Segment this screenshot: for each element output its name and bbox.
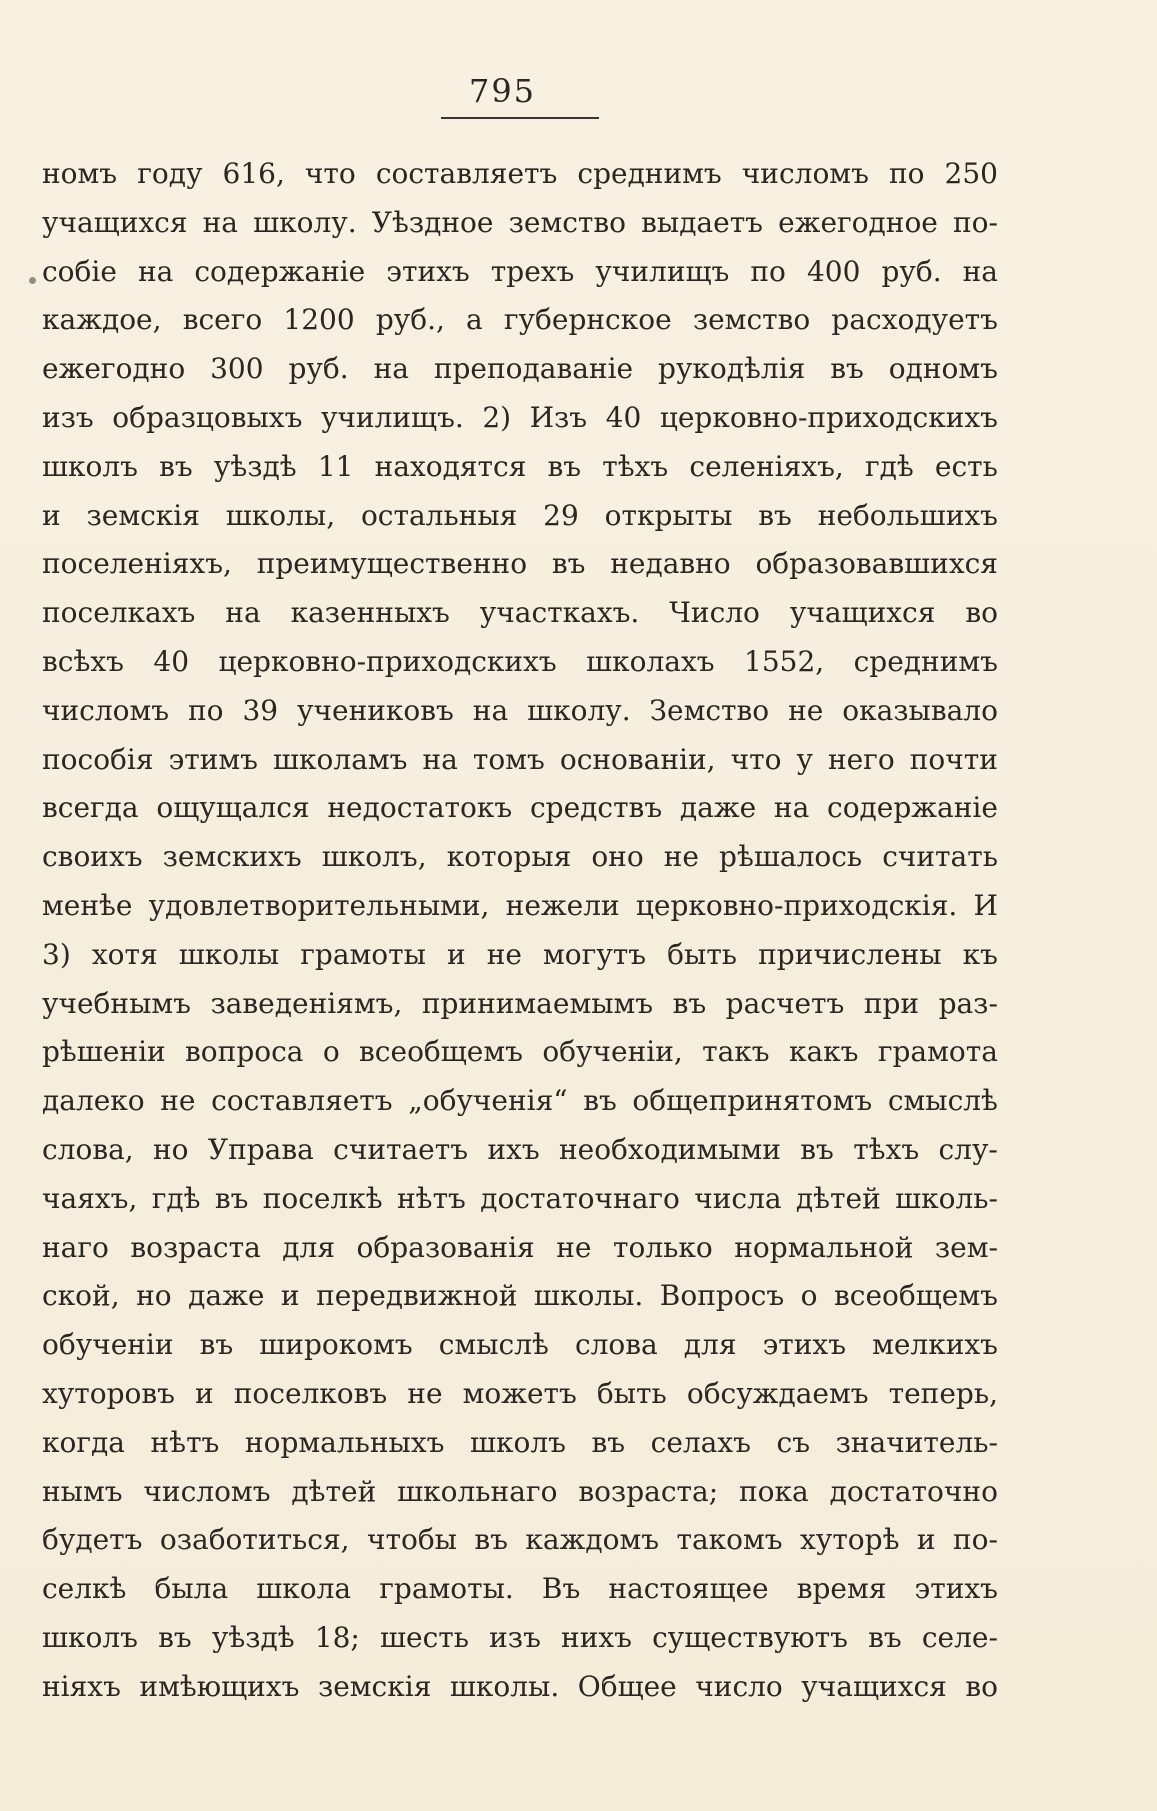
word: наго [42,1230,109,1264]
word: для [683,1328,737,1362]
word: школьнаго [397,1474,558,1508]
word: грамоты. [379,1572,514,1606]
word: каждомъ [525,1523,660,1557]
word: грамоты [300,937,426,971]
text-line [42,1614,998,1663]
word: рѣшеніи [42,1035,166,1069]
word: такомъ [676,1523,783,1557]
word: изъ [42,400,94,434]
word: возраста; [578,1474,719,1508]
word: остальныя [360,498,518,532]
word: во [965,1669,998,1703]
header-rule [441,117,599,119]
word: преподаваніе [433,352,634,386]
word: Число [669,596,760,630]
word: земскія [317,1669,432,1703]
word: ежегодное [778,205,938,239]
word: считаетъ [333,1132,469,1166]
word: преимущественно [256,547,528,581]
text-line [42,443,998,492]
page-number: 795 [468,72,537,110]
word: составляетъ [375,157,558,190]
word: нежели [505,888,620,922]
word: Уѣздное [371,205,494,239]
word: не [788,693,824,727]
word: нѣтъ [150,1425,220,1459]
word: хуторѣ [800,1523,900,1557]
word: теперь, [888,1376,998,1410]
word: чтобы [366,1523,457,1557]
word: трехъ [490,254,575,288]
word: смыслѣ [438,1328,549,1362]
word: ежегодно [42,352,186,386]
word: въ [159,449,193,483]
word: по- [952,205,998,239]
word: имѣющихъ [139,1669,300,1703]
text-line [42,1419,998,1468]
word: хотя [91,937,158,971]
word: казенныхъ [290,596,450,630]
text-line [42,687,998,736]
word: 2) [482,400,512,434]
word: по- [952,1523,998,1557]
word: но [153,1132,189,1166]
word: на [202,205,238,239]
word: не [407,1376,443,1410]
word: одномъ [888,352,998,386]
word: своихъ [42,840,143,874]
word: можетъ [462,1376,577,1410]
text-line [42,492,998,541]
word: 400 [806,254,861,288]
word: этихъ [762,1328,847,1362]
word: 39 [242,693,279,727]
word: шесть [379,1620,469,1654]
word: въ [551,547,586,581]
word: слу- [938,1132,998,1166]
word: нихъ [561,1620,632,1654]
word: даже [188,1279,265,1313]
word: ніяхъ [42,1669,121,1703]
word: и [195,1376,214,1410]
word: въ [758,498,792,532]
word: учащихся [789,596,936,630]
word: и [280,1279,300,1313]
word: ихъ [487,1132,540,1166]
word: такъ [702,1035,770,1069]
word: селахъ [650,1425,751,1459]
word: грамота [877,1035,998,1069]
word: 1552, [744,644,825,678]
word: обсуждаемъ [686,1376,869,1410]
word: числомъ [143,1474,271,1508]
word: быть [596,1376,667,1410]
word: въ [672,986,707,1020]
word: въ [199,1328,234,1362]
word: всѣхъ [42,644,124,678]
word: нымъ [42,1474,123,1508]
word: Вопросъ [659,1279,785,1313]
word: 3) [42,937,71,971]
word: только [612,1230,713,1264]
word: изъ [489,1620,541,1654]
word: въ [547,449,582,483]
word: вопроса [185,1035,304,1069]
word: на [137,254,174,288]
word: содержаніе [827,791,998,825]
word: 29 [543,498,579,532]
word: смыслѣ [887,1084,998,1118]
word: оказывало [842,693,998,727]
word: достаточно [829,1474,998,1508]
word: для [282,1230,335,1264]
word: мелкихъ [872,1328,998,1362]
word: но [136,1279,172,1313]
word: поселеніяхъ, [42,547,232,581]
text-line [42,150,998,199]
word: передвижной [316,1279,518,1313]
word: уѣздѣ [211,1620,295,1654]
word: нѣтъ [397,1181,466,1215]
text-line [42,345,998,394]
word: на [373,352,409,386]
word: земскія [86,498,200,532]
word: на [773,791,810,825]
word: къ [962,937,998,971]
word: всегда [42,791,139,825]
word: всего [182,303,263,337]
word: Общее [577,1669,677,1703]
word: широкомъ [259,1328,413,1362]
word: недостатокъ [327,791,513,825]
text-line [42,833,998,882]
word: которыя [446,840,572,874]
word: зем- [934,1230,998,1264]
word: среднимъ [577,157,722,190]
word: время [796,1572,887,1606]
word: 616, [222,157,285,190]
text-line [42,882,998,931]
word: гдѣ [151,1181,201,1215]
word: необходимыми [558,1132,781,1166]
word: 18; [314,1620,360,1654]
word: поселковъ [233,1376,388,1410]
word: считать [882,840,998,874]
word: настоящее [608,1572,769,1606]
word: 300 [210,352,264,386]
word: слова, [42,1132,134,1166]
text-line [42,638,998,687]
word: пособія [42,742,154,776]
word: дѣтей [291,1474,377,1508]
word: всеобщемъ [834,1279,998,1313]
word: слова [574,1328,658,1362]
word: въ [830,352,864,386]
word: въ [591,1425,626,1459]
word: расходуетъ [831,303,998,337]
word: не [160,1084,196,1118]
word: не [556,1230,592,1264]
word: во [965,596,998,630]
word: школу. [527,693,631,727]
word: собіе [42,254,117,288]
word: 11 [317,449,354,483]
text-line [42,931,998,980]
word: школу. [253,205,357,239]
word: раз- [938,986,998,1020]
word: школы. [533,1279,644,1313]
text-line [42,1370,998,1419]
word: выдаетъ [641,205,763,239]
word: селе- [921,1620,998,1654]
word: церковно-приходскія. [635,888,958,922]
word: на [962,254,998,288]
word: какъ [788,1035,859,1069]
word: числомъ [42,693,170,727]
word: школъ [469,1425,566,1459]
word: руб., [375,303,445,337]
word: школъ [42,449,138,483]
text-line [42,540,998,589]
margin-mark [29,277,36,284]
word: школа [256,1572,352,1606]
word: при [863,986,920,1020]
word: находятся [374,449,527,483]
word: и [916,1523,936,1557]
word: губернское [503,303,672,337]
word: существуютъ [652,1620,848,1654]
word: учащихся [42,205,188,239]
word: образованія [356,1230,535,1264]
word: учениковъ [297,693,454,727]
word: тѣхъ [602,449,669,483]
word: среднимъ [853,644,998,678]
word: будетъ [42,1523,143,1557]
word: образцовыхъ [112,400,303,434]
word: на [225,596,261,630]
word: церковно-приходскихъ [659,400,998,434]
word: этихъ [386,254,470,288]
text-line [42,296,998,345]
word: Въ [541,1572,581,1606]
word: селеніяхъ, [689,449,844,483]
word: въ [800,1132,834,1166]
word: небольшихъ [817,498,998,532]
word: когда [42,1425,125,1459]
word: руб. [288,352,349,386]
word: общепринятомъ [632,1084,873,1118]
word: всеобщемъ [359,1035,523,1069]
word: него [827,742,895,776]
word: номъ [42,157,118,190]
word: каждое, [42,303,162,337]
word: озаботиться, [159,1523,350,1557]
word: могутъ [543,937,647,971]
word: основаніи, [559,742,716,776]
text-line [42,1224,998,1273]
word: гдѣ [864,449,914,483]
word: 40 [605,400,642,434]
word: въ [474,1523,508,1557]
word: тѣхъ [853,1132,920,1166]
text-line [42,1126,998,1175]
word: почти [909,742,998,776]
word: далеко [42,1084,145,1118]
word: что [730,742,782,776]
word: и [446,937,466,971]
text-line [42,1077,998,1126]
word: земство [692,303,811,337]
text-line [42,1565,998,1614]
word: по [750,254,786,288]
text-line [42,736,998,785]
word: уѣздѣ [213,449,297,483]
word: чаяхъ, [42,1181,138,1215]
text-line [42,980,998,1029]
word: въ [214,1181,249,1215]
word: этимъ [168,742,258,776]
word: менѣе [42,888,133,922]
word: 40 [153,644,190,678]
word: составляетъ [211,1084,393,1118]
word: что [304,157,356,190]
word: участкахъ. [479,596,640,630]
word: 250 [944,157,998,190]
word: ощущался [156,791,310,825]
word: была [154,1572,229,1606]
word: число [695,1669,783,1703]
word: открыты [604,498,733,532]
word: оно [591,840,644,874]
word: „обученія“ [408,1084,568,1118]
word: Управа [207,1132,314,1166]
word: школы. [449,1669,560,1703]
word: школь- [895,1181,998,1215]
word: школъ, [321,840,427,874]
word: И [973,888,998,922]
word: школамъ [273,742,408,776]
text-line [42,1516,998,1565]
word: училищъ. [320,400,464,434]
word: на [472,693,509,727]
word: земство [508,205,627,239]
text-line [42,199,998,248]
word: даже [679,791,757,825]
text-line [42,248,998,297]
word: образовавшихся [755,547,998,581]
word: числомъ [741,157,869,190]
word: въ [583,1084,617,1118]
text-line [42,784,998,833]
text-line [42,589,998,638]
word: школы, [225,498,336,532]
body-text [42,150,998,1712]
text-line [42,1028,998,1077]
word: году [137,157,203,190]
text-line [42,394,998,443]
word: этихъ [914,1572,998,1606]
word: принимаемымъ [421,986,654,1020]
word: учебнымъ [42,986,191,1020]
word: достаточнаго [480,1181,680,1215]
word: Изъ [529,400,588,434]
word: рѣшалось [719,840,863,874]
word: недавно [610,547,731,581]
word: у [796,742,813,776]
word: о [322,1035,340,1069]
word: заведеніямъ, [210,986,403,1020]
word: поселкѣ [262,1181,383,1215]
word: томъ [472,742,545,776]
word: а [466,303,483,337]
word: обученіи, [542,1035,683,1069]
word: селкѣ [42,1572,127,1606]
word: не [663,840,699,874]
word: есть [934,449,998,483]
word: школъ [42,1620,138,1654]
word: удовлетворительными, [148,888,490,922]
word: пока [739,1474,809,1508]
word: 1200 [283,303,355,337]
text-line [42,1468,998,1517]
word: училищъ [595,254,730,288]
word: не [486,937,522,971]
text-line [42,1663,998,1712]
word: школахъ [586,644,715,678]
word: въ [158,1620,192,1654]
word: по [188,693,224,727]
word: школы [178,937,280,971]
word: церковно-приходскихъ [218,644,557,678]
word: по [888,157,925,190]
word: рукодѣлія [658,352,806,386]
word: ской, [42,1279,120,1313]
word: Земство [649,693,770,727]
word: и [42,498,61,532]
word: числа [694,1181,782,1215]
word: о [800,1279,818,1313]
word: нормальной [734,1230,914,1264]
word: хуторовъ [42,1376,175,1410]
word: причислены [758,937,942,971]
word: на [422,742,458,776]
word: средствъ [529,791,663,825]
word: поселкахъ [42,596,196,630]
word: быть [667,937,738,971]
word: земскихъ [162,840,302,874]
text-line [42,1272,998,1321]
word: расчетъ [725,986,845,1020]
word: руб. [881,254,942,288]
word: дѣтей [795,1181,881,1215]
word: содержаніе [194,254,366,288]
word: нормальныхъ [244,1425,445,1459]
text-line [42,1175,998,1224]
word: возраста [130,1230,261,1264]
word: съ [776,1425,811,1459]
text-line [42,1321,998,1370]
word: обученіи [42,1328,174,1362]
word: въ [868,1620,902,1654]
word: учащихся [801,1669,947,1703]
word: значитель- [835,1425,998,1459]
